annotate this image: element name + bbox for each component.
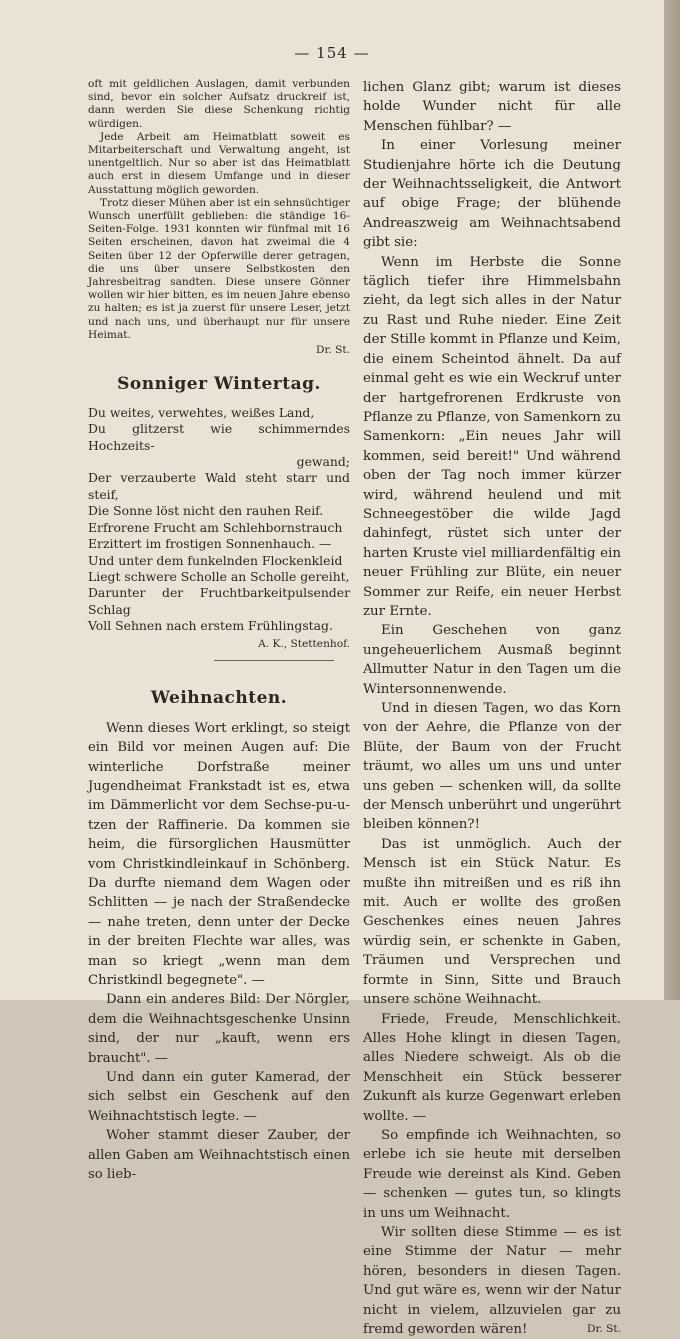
poem-line: Erzittert im frostigen Sonnenhauch. — — [88, 536, 332, 552]
poem-line: gewand; — [296, 454, 350, 470]
article-paragraph: Friede, Freude, Menschlichkeit. Alles Hohe klingt in diesen Tagen, alles Niedere schweigt. Als ob die Menschheit ein Stück besserer Zukunft als kurze Gegenwart erleben wollte. — — [363, 1011, 621, 1124]
poem-line: Der verzauberte Wald steht starr und steif, — [88, 470, 350, 502]
article-left-text — [88, 719, 350, 1185]
article-paragraph: So empfinde ich Weihnachten, so erlebe ich sie heute mit derselben Freude wie dereinst als Kind. Geben — schenken — gutes tun, so klingts in uns um Weihnacht. — [363, 1127, 621, 1221]
poem-title: Sonniger Wintertag. — [117, 374, 321, 395]
left-column — [88, 78, 350, 1184]
intro-paragraph-1: oft mit geldlichen Auslagen, damit verbunden sind, bevor ein solcher Aufsatz druckreif ist, dann werden Sie diese Schenkung richtig würdigen. — [88, 78, 350, 130]
page-edge — [664, 0, 680, 1000]
article-paragraph: Und dann ein guter Kamerad, der sich selbst ein Geschenk auf den Weihnachtstisch legte. — — [88, 1070, 350, 1124]
poem-line: Und unter dem funkelnden Flockenkleid — [88, 552, 343, 568]
poem-line: Du glitzerst wie schimmerndes Hochzeits- — [88, 421, 350, 453]
article-last-text: Wir sollten diese Stimme — es ist eine Stimme der Natur — mehr hören, besonders in diesen Tagen. Und gut wäre es, wenn wir der Natur nicht in vielem, allzuvielen gar zu fremd geworden wären! — [363, 1224, 621, 1337]
poem-body — [88, 405, 350, 635]
intro-signature: Dr. St. — [315, 344, 350, 357]
article-paragraph: Wenn dieses Wort erklingt, so steigt ein Bild vor meinen Augen auf: Die winterliche Dorfstraße meiner Jugendheimat Frankstadt ist es, etwa im Dämmerlicht vor dem Sechse-pu-u-tzen der Raffinerie. Da kommen sie heim, die fürsorglichen Hausmütter vom Christkindleinkauf in Schönberg. Da durfte niemand dem Wagen oder Schlitten — je nach der Straßendecke — nahe treten, denn unter der Decke in der breiten Flechte war alles, was man so kriegt „wenn man dem Christkindl begegnete". — — [88, 720, 350, 989]
article-title: Weihnachten. — [150, 688, 288, 709]
intro-text — [88, 78, 350, 357]
article-paragraph: lichen Glanz gibt; warum ist dieses holde Wunder nicht für alle Menschen fühlbar? — — [363, 80, 621, 134]
poem-author: A. K., Stettenhof. — [258, 637, 350, 650]
poem-line: Du weites, verwehtes, weißes Land, — [88, 404, 315, 420]
article-paragraph: In einer Vorlesung meiner Studienjahre hörte ich die Deutung der Weihnachtsseligkeit, die Antwort auf obige Frage; der blühende Andreaszweig am Weihnachtsabend gibt sie: — [363, 138, 621, 251]
section-divider — [214, 660, 334, 661]
article-paragraph: Dann ein anderes Bild: Der Nörgler, dem die Weihnachtsgeschenke Unsinn sind, der nur „kauft, wenn ers braucht". — — [88, 992, 350, 1066]
poem-line: Darunter der Fruchtbarkeitpulsender Schlag — [88, 585, 350, 617]
article-paragraph: Ein Geschehen von ganz ungeheuerlichem Ausmaß beginnt Allmutter Natur in den Tagen um die Wintersonnenwende. — [363, 623, 621, 697]
article-paragraph: Woher stammt dieser Zauber, der allen Gaben am Weihnachtstisch einen so lieb- — [88, 1128, 350, 1183]
article-signature: Dr. St. — [586, 1323, 621, 1335]
intro-paragraph-3: Trotz dieser Mühen aber ist ein sehnsüchtiger Wunsch unerfüllt geblieben: die ständige 16-Seiten-Folge. 1931 konnten wir fünfmal mit 16 Seiten erscheinen, davon hat zweimal die 4 Seiten über 12 der Opferwille derer getragen, die uns über unsere Selbstkosten den Jahresbeitrag sandten. Diese unsere Gönner wollen wir hier bitten, es im neuen Jahre ebenso zu halten; es ist ja zuerst für unsere Leser, jetzt und nach uns, und überhaupt nur für unsere Heimat. — [88, 196, 350, 341]
poem-line: Voll Sehnen nach erstem Frühlingstag. — [88, 618, 333, 634]
poem-line: Erfrorene Frucht am Schlehbornstrauch — [88, 519, 343, 535]
article-paragraph: Und in diesen Tagen, wo das Korn von der Aehre, die Pflanze von der Blüte, der Baum von der Frucht träumt, wo alles um uns und unter uns geben — schenken will, da sollte der Mensch unberührt und ungerührt bleiben können?! — [363, 701, 621, 833]
page-number: — 154 — — [294, 44, 370, 62]
article-paragraph: Das ist unmöglich. Auch der Mensch ist ein Stück Natur. Es mußte ihn mitreißen und es riß ihn mit. Auch er wollte des großen Geschenkes eines neuen Jahres würdig sein, er schenkte in Gaben, Träumen und Versprechen und formte in Sinn, Sitte und Brauch unsere schöne Weihnacht. — [363, 836, 621, 1008]
article-paragraph-last — [363, 1223, 621, 1339]
poem-line: Die Sonne löst nicht den rauhen Reif. — [88, 503, 324, 519]
article-paragraph: Wenn im Herbste die Sonne täglich tiefer ihre Himmelsbahn zieht, da legt sich alles in der Natur zu Rast und Ruhe nieder. Eine Zeit der Stille kommt in Pflanze und Keim, die einem Scheintod ähnelt. Da auf einmal geht es wie ein Weckruf unter der hartgefrorenen Erdkruste von Pflanze zu Pflanze, von Samenkorn zu Samenkorn: „Ein neues Jahr will kommen, seid bereit!" Und während oben der Tag noch immer kürzer wird, während heulend und mit Schneegestöber die wilde Jagd dahinfegt, rüstet sich unter der harten Kruste viel milliardenfältig ein neuer Frühling zur Blüte, ein neuer Sommer zur Reife, ein neuer Herbst zur Ernte. — [363, 254, 621, 619]
poem-line: Liegt schwere Scholle an Scholle gereiht, — [88, 568, 350, 584]
right-column — [363, 78, 621, 1339]
intro-paragraph-2: Jede Arbeit am Heimatblatt soweit es Mitarbeiterschaft und Verwaltung angeht, ist unentgeltlich. Nur so aber ist das Heimatblatt auch erst in diesem Umfange und in dieser Ausstattung möglich geworden. — [88, 130, 350, 196]
